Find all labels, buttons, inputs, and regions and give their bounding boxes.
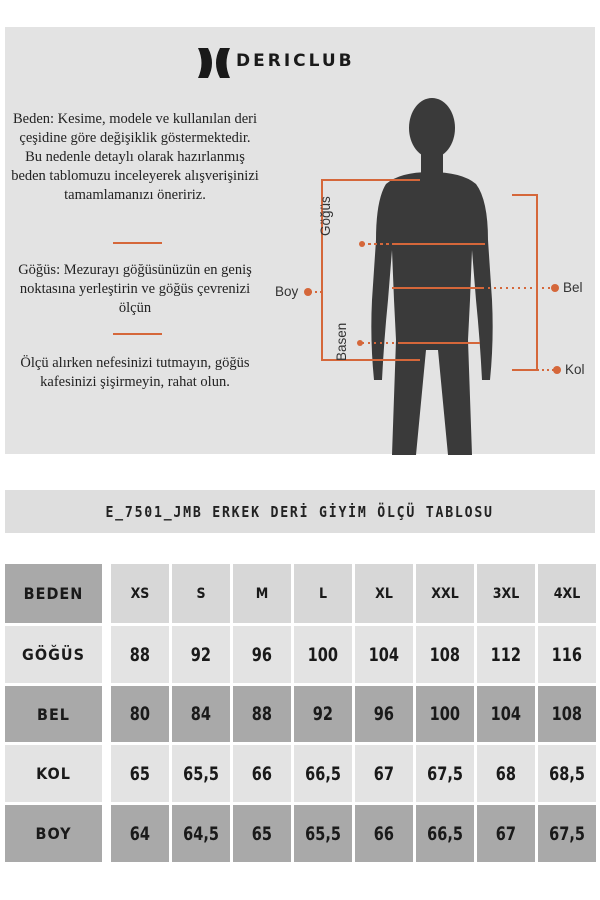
table-cell-text: 96 [251,643,273,666]
table-cell-text: 92 [190,643,212,666]
table-cell-text: 104 [490,703,522,725]
table-cell-text: 67,5 [549,822,585,845]
table-cell [477,805,535,862]
table-cell [294,686,352,742]
header-size-m-text: M [255,585,269,602]
table-cell-text: 100 [307,643,339,666]
table-cell-text: 96 [373,703,395,725]
header-size-l-text: L [318,585,328,602]
table-cell [233,686,291,742]
header-size-xl [355,564,413,623]
olcu-info-text: Ölçü alırken nefesinizi tutmayın, göğüs kafesinizi şişirmeyin, rahat olun. [20,355,250,390]
table-cell-text: 68 [495,762,517,785]
table-cell [233,626,291,683]
table-cell [172,686,230,742]
row-label-1-text: BEL [37,704,70,724]
table-cell [111,686,169,742]
table-cell-text: 65 [129,762,151,785]
table-cell-text: 64 [129,822,151,845]
table-cell [111,745,169,802]
table-cell [538,626,596,683]
table-cell [416,805,474,862]
callout-bel: Bel [563,280,583,295]
row-label-1 [5,686,102,742]
header-size-xxl-text: XXL [431,585,459,602]
table-cell-text: 64,5 [183,822,219,845]
row-label-2-text: KOL [36,764,71,783]
table-cell [416,686,474,742]
header-size-s-text: S [196,585,206,602]
brand-name: DERICLUB [236,51,355,71]
table-cell [111,805,169,862]
table-cell [416,626,474,683]
man-silhouette-icon [371,98,492,455]
callout-gogus: Göğüs [318,196,333,236]
header-size-m [233,564,291,623]
table-cell [355,745,413,802]
header-size-3xl [477,564,535,623]
size-chart-title-bar [5,490,595,533]
table-cell-text: 65 [251,822,273,845]
row-label-2 [5,745,102,802]
table-cell [355,626,413,683]
header-beden [5,564,102,623]
table-cell-text: 65,5 [183,762,219,785]
table-cell [233,745,291,802]
table-cell [538,805,596,862]
header-size-s [172,564,230,623]
header-size-xs [111,564,169,623]
table-cell-text: 104 [368,643,400,666]
row-label-3 [5,805,102,862]
table-cell [172,805,230,862]
table-cell [172,745,230,802]
size-chart-title: E_7501_JMB ERKEK DERİ GİYİM ÖLÇÜ TABLOSU [105,502,495,521]
header-size-4xl-text: 4XL [553,585,581,602]
table-cell-text: 116 [551,643,583,666]
table-cell-text: 68,5 [549,762,585,785]
row-label-0 [5,626,102,683]
callout-boy: Boy [275,284,299,299]
table-cell-text: 80 [129,703,151,725]
callout-basen: Basen [334,322,349,361]
beden-info-text: Beden: Kesime, modele ve kullanılan deri çeşidine göre değişiklik göstermektedir. Bu nedenle detaylı olarak hazırlanmış beden tablomuzu inceleyerek alışverişinizi tamamlamanızı öneririz. [11,111,259,203]
header-size-3xl-text: 3XL [492,585,520,602]
table-cell-text: 88 [129,643,151,666]
table-cell-text: 66,5 [305,762,341,785]
table-cell-text: 67 [373,762,395,785]
table-cell [294,805,352,862]
table-cell-text: 66 [373,822,395,845]
header-size-xxl [416,564,474,623]
table-cell [416,745,474,802]
header-size-4xl [538,564,596,623]
table-cell [477,745,535,802]
table-cell [111,626,169,683]
table-cell-text: 84 [190,703,212,725]
table-cell-text: 66,5 [427,822,463,845]
table-cell [172,626,230,683]
gogus-info-text: Göğüs: Mezurayı göğüsünüzün en geniş noktasına yerleştirin ve göğüs çevrenizi ölçün [18,262,252,316]
table-cell [294,626,352,683]
table-cell-text: 88 [251,703,273,725]
table-cell-text: 67 [495,822,517,845]
table-cell [477,626,535,683]
table-cell [538,745,596,802]
table-cell [355,805,413,862]
callout-kol: Kol [565,362,585,377]
table-cell [477,686,535,742]
header-size-xl-text: XL [375,585,393,602]
table-cell-text: 65,5 [305,822,341,845]
table-cell-text: 112 [490,643,522,666]
table-cell-text: 92 [312,703,334,725]
table-cell-text: 100 [429,703,461,725]
table-cell-text: 66 [251,762,273,785]
header-beden-text: BEDEN [23,584,84,603]
table-cell-text: 108 [551,703,583,725]
header-size-l [294,564,352,623]
header-size-xs-text: XS [130,585,150,602]
row-label-0-text: GÖĞÜS [22,645,85,664]
table-cell [294,745,352,802]
row-label-3-text: BOY [35,824,72,843]
table-cell [355,686,413,742]
table-cell [233,805,291,862]
table-cell-text: 108 [429,643,461,666]
table-cell [538,686,596,742]
table-cell-text: 67,5 [427,762,463,785]
